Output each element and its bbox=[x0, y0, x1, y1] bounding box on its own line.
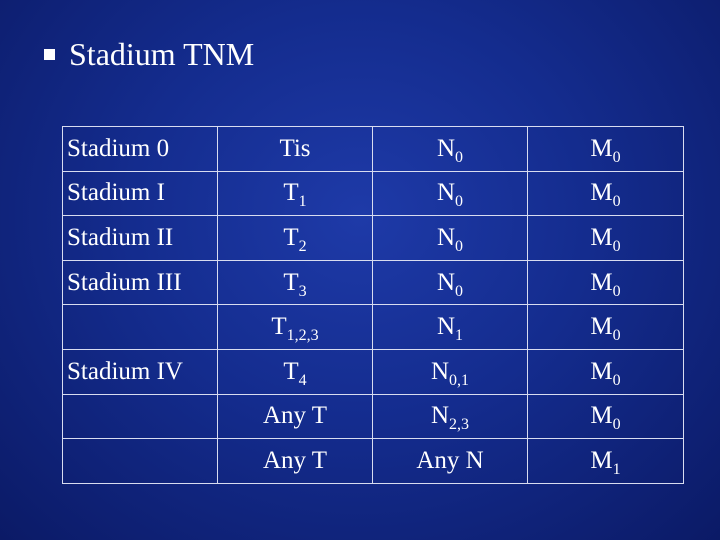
m-cell: $M_0$ bbox=[528, 216, 684, 261]
t-cell: Any T bbox=[218, 394, 373, 439]
m-cell: $M_0$ bbox=[528, 127, 684, 172]
stage-label bbox=[63, 305, 218, 350]
stage-label: Stadium 0 bbox=[63, 127, 218, 172]
table-row bbox=[63, 394, 684, 439]
m-cell: $M_1$ bbox=[528, 439, 684, 484]
t-cell: $T_{1,2,3}$ bbox=[218, 305, 373, 350]
tnm-staging-table bbox=[62, 126, 684, 484]
n-cell: $N_{2,3}$ bbox=[373, 394, 528, 439]
t-cell: $T_4$ bbox=[218, 349, 373, 394]
table-row bbox=[63, 171, 684, 216]
n-cell: $N_1$ bbox=[373, 305, 528, 350]
m-cell: $M_0$ bbox=[528, 394, 684, 439]
m-cell: $M_0$ bbox=[528, 305, 684, 350]
n-cell: $N_0$ bbox=[373, 216, 528, 261]
slide-bullet bbox=[44, 30, 254, 78]
square-bullet-icon bbox=[44, 49, 55, 60]
n-cell: Any N bbox=[373, 439, 528, 484]
stage-label: Stadium III bbox=[63, 260, 218, 305]
t-cell: $T_2$ bbox=[218, 216, 373, 261]
table-row bbox=[63, 260, 684, 305]
bullet-text: Stadium TNM bbox=[69, 36, 255, 72]
t-cell: $T_1$ bbox=[218, 171, 373, 216]
table-row bbox=[63, 305, 684, 350]
table-row bbox=[63, 349, 684, 394]
m-cell: $M_0$ bbox=[528, 171, 684, 216]
t-cell: Tis bbox=[218, 127, 373, 172]
table-row bbox=[63, 439, 684, 484]
m-cell: $M_0$ bbox=[528, 349, 684, 394]
n-cell: $N_0$ bbox=[373, 260, 528, 305]
table-row bbox=[63, 127, 684, 172]
n-cell: $N_0$ bbox=[373, 171, 528, 216]
stage-label: Stadium II bbox=[63, 216, 218, 261]
n-cell: $N_{0,1}$ bbox=[373, 349, 528, 394]
stage-label: Stadium IV bbox=[63, 349, 218, 394]
table-row bbox=[63, 216, 684, 261]
stage-label: Stadium I bbox=[63, 171, 218, 216]
n-cell: $N_0$ bbox=[373, 127, 528, 172]
t-cell: Any T bbox=[218, 439, 373, 484]
stage-label bbox=[63, 439, 218, 484]
stage-label bbox=[63, 394, 218, 439]
t-cell: $T_3$ bbox=[218, 260, 373, 305]
m-cell: $M_0$ bbox=[528, 260, 684, 305]
